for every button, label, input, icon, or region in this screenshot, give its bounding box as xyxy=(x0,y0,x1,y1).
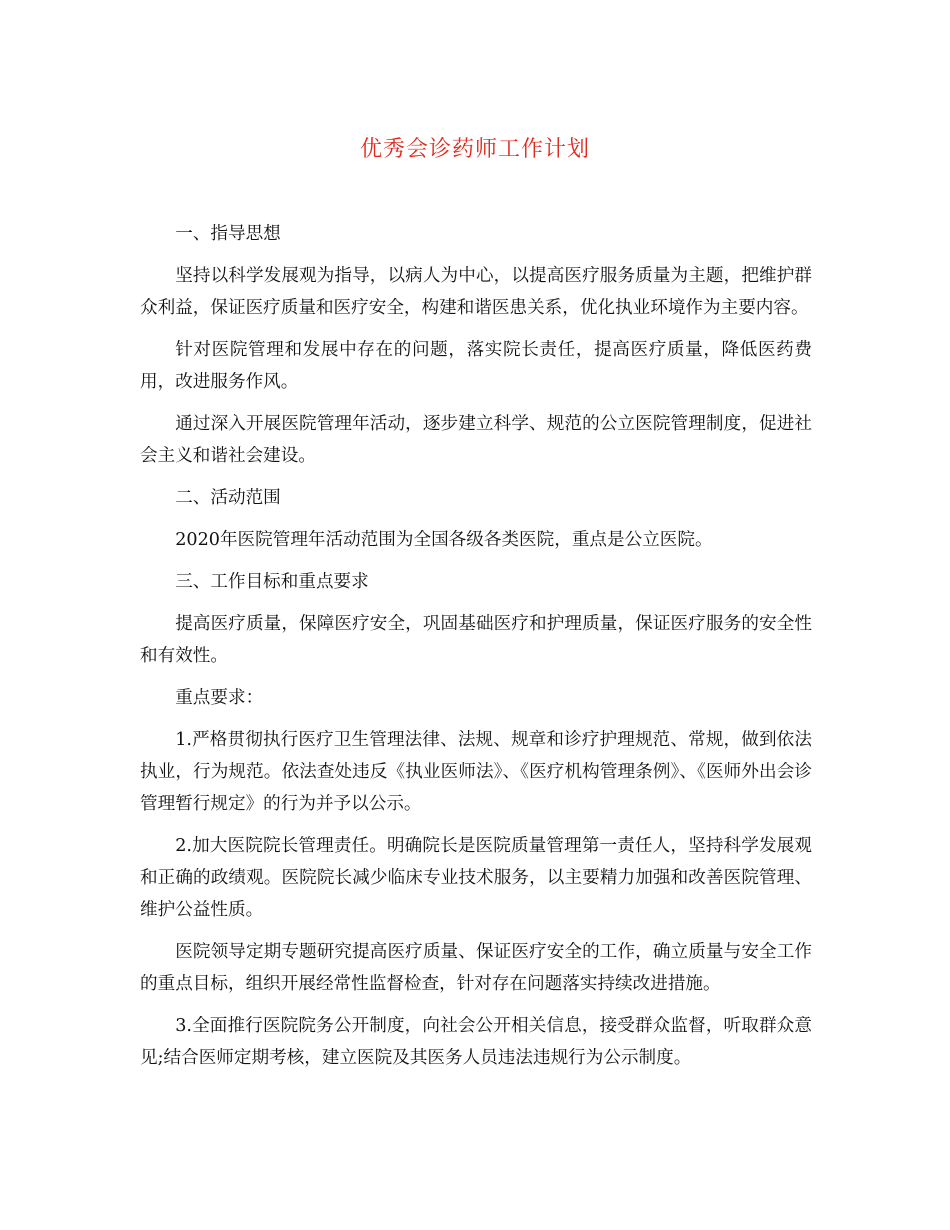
paragraph: 提高医疗质量，保障医疗安全，巩固基础医疗和护理质量，保证医疗服务的安全性和有效性。 xyxy=(140,614,812,666)
document-title: 优秀会诊药师工作计划 xyxy=(359,137,590,162)
subheading-key-requirements: 重点要求： xyxy=(175,688,264,708)
paragraph: 针对医院管理和发展中存在的问题，落实院长责任，提高医疗质量，降低医药费用，改进服务作风。 xyxy=(140,340,812,392)
section-heading-work-goals: 三、工作目标和重点要求 xyxy=(175,572,369,592)
paragraph: 医院领导定期专题研究提高医疗质量、保证医疗安全的工作，确立质量与安全工作的重点目标，组织开展经常性监督检查，针对存在问题落实持续改进措施。 xyxy=(140,942,812,994)
list-item: 3.全面推行医院院务公开制度，向社会公开相关信息，接受群众监督，听取群众意见;结合医师定期考核，建立医院及其医务人员违法违规行为公示制度。 xyxy=(140,1016,812,1068)
section-heading-guiding-ideology: 一、指导思想 xyxy=(175,224,281,244)
document-body xyxy=(140,218,812,1084)
paragraph: 通过深入开展医院管理年活动，逐步建立科学、规范的公立医院管理制度，促进社会主义和谐社会建设。 xyxy=(140,414,812,466)
section-heading-activity-scope: 二、活动范围 xyxy=(175,488,281,508)
list-item: 1.严格贯彻执行医疗卫生管理法律、法规、规章和诊疗护理规范、常规，做到依法执业，行为规范。依法查处违反《执业医师法》、《医疗机构管理条例》、《医师外出会诊管理暂行规定》的行为并予以公示。 xyxy=(140,730,812,814)
paragraph: 坚持以科学发展观为指导，以病人为中心，以提高医疗服务质量为主题，把维护群众利益，保证医疗质量和医疗安全，构建和谐医患关系，优化执业环境作为主要内容。 xyxy=(140,266,812,318)
paragraph: 2020年医院管理年活动范围为全国各级各类医院，重点是公立医院。 xyxy=(175,530,713,550)
list-item: 2.加大医院院长管理责任。明确院长是医院质量管理第一责任人，坚持科学发展观和正确的政绩观。医院院长减少临床专业技术服务，以主要精力加强和改善医院管理、维护公益性质。 xyxy=(140,836,812,920)
